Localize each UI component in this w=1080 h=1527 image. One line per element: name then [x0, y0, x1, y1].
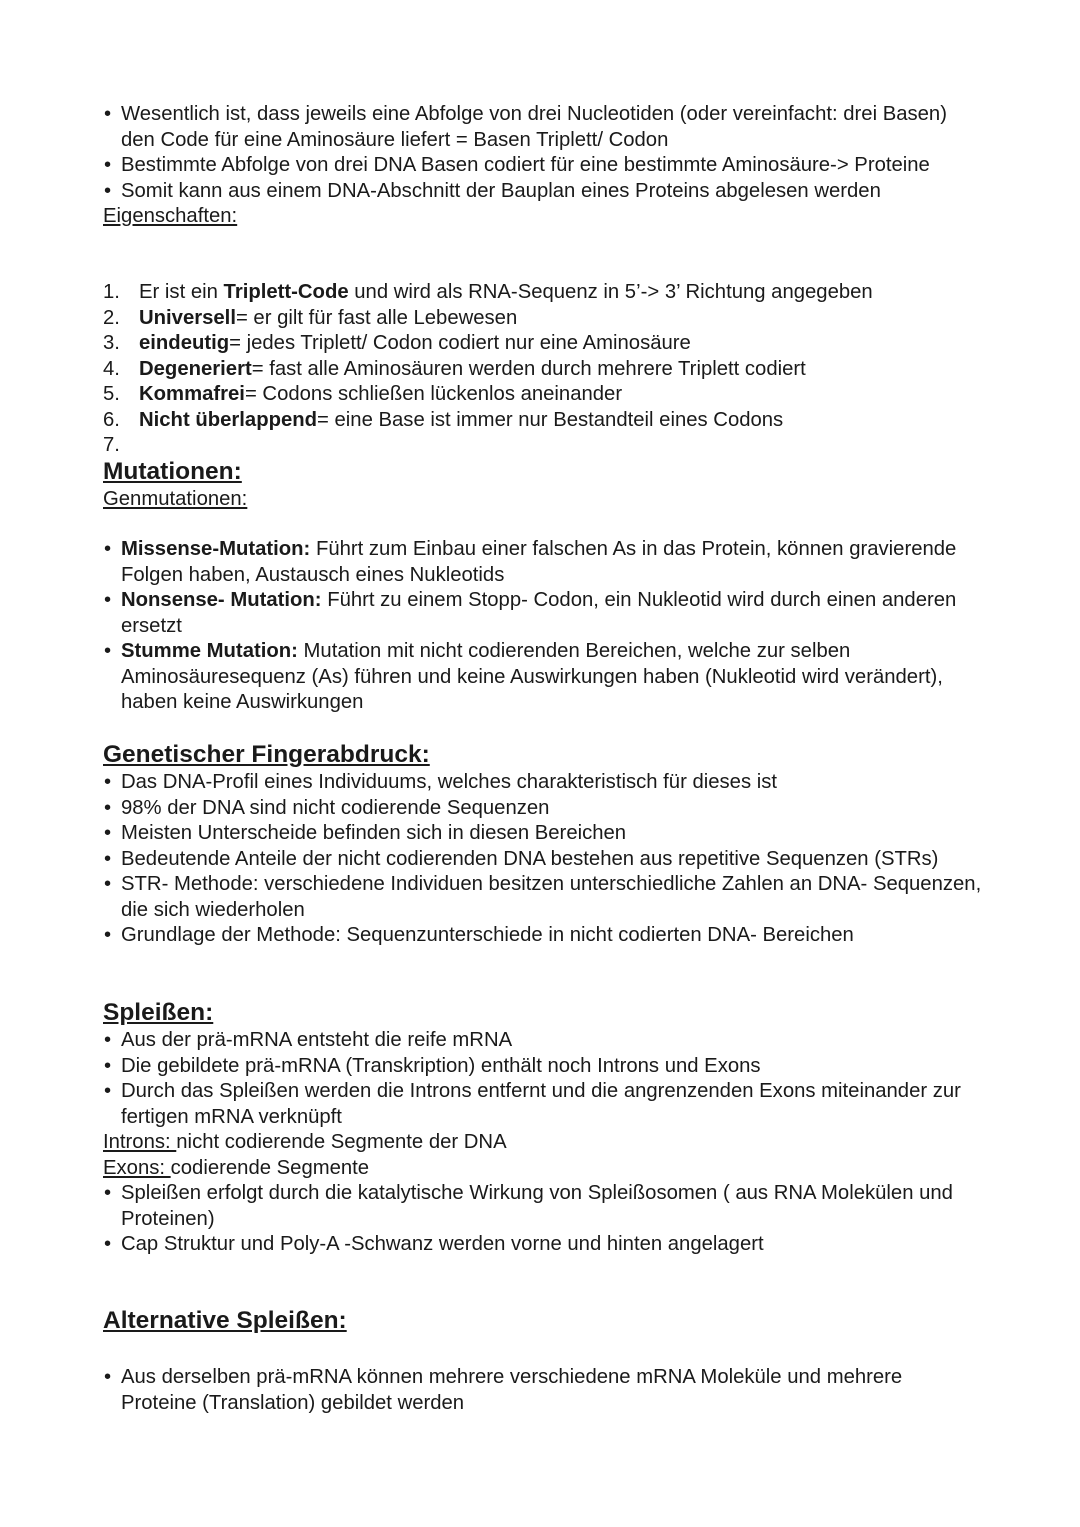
- list-item: • Meisten Unterscheide befinden sich in diesen Bereichen: [103, 821, 983, 847]
- mutationen-section: [103, 457, 983, 513]
- introns-definition: [103, 1130, 983, 1156]
- list-item: [103, 433, 983, 459]
- item-term: Nonsense- Mutation:: [121, 589, 322, 611]
- eigenschaften-list: [103, 280, 983, 459]
- spleissen-section: [103, 998, 983, 1258]
- list-item: [103, 537, 983, 588]
- item-number: 5.: [103, 383, 120, 405]
- item-term: Stumme Mutation:: [121, 640, 298, 662]
- item-term: eindeutig: [139, 332, 230, 354]
- list-item: • Wesentlich ist, dass jeweils eine Abfolge von drei Nucleotiden (oder vereinfacht: drei Basen) den Code für eine Aminosäure liefert = Basen Triplett/ Codon: [103, 102, 983, 153]
- item-term: Nicht überlappend: [139, 408, 318, 431]
- item-text: Führt zu einem Stopp- Codon, ein Nukleotid wird durch einen anderen ersetzt: [121, 589, 957, 637]
- item-number: 1.: [103, 281, 120, 303]
- list-item: • Spleißen erfolgt durch die katalytische Wirkung von Spleißosomen ( aus RNA Molekülen und Proteinen): [103, 1181, 983, 1232]
- alternative-list: [103, 1365, 983, 1416]
- item-text: = fast alle Aminosäuren werden durch mehrere Triplett codiert: [251, 357, 806, 380]
- list-item: • Das DNA-Profil eines Individuums, welches charakteristisch für dieses ist: [103, 770, 983, 796]
- list-item: [103, 306, 983, 332]
- section-heading: Mutationen:: [103, 458, 242, 485]
- item-text: und wird als RNA-Sequenz in 5’-> 3’ Richtung angegeben: [348, 281, 873, 303]
- introns-text: nicht codierende Segmente der DNA: [176, 1131, 507, 1153]
- section-heading: Spleißen:: [103, 999, 214, 1026]
- list-item: [103, 588, 983, 639]
- subheading: Genmutationen:: [103, 488, 248, 510]
- eigenschaften-label: Eigenschaften:: [103, 205, 238, 227]
- list-item: • Durch das Spleißen werden die Introns entfernt und die angrenzenden Exons miteinander zur fertigen mRNA verknüpft: [103, 1079, 983, 1130]
- list-item: • Bedeutende Anteile der nicht codierenden DNA bestehen aus repetitive Sequenzen (STRs): [103, 847, 983, 873]
- list-item: [103, 382, 983, 408]
- item-number: 6.: [103, 408, 120, 431]
- list-item: • Bestimmte Abfolge von drei DNA Basen codiert für eine bestimmte Aminosäure-> Proteine: [103, 153, 983, 179]
- exons-definition: [103, 1156, 983, 1182]
- fingerabdruck-section: [103, 740, 983, 949]
- exons-label: Exons:: [103, 1156, 171, 1179]
- list-item: [103, 331, 983, 357]
- item-number: 4.: [103, 357, 120, 380]
- list-item: [103, 357, 983, 383]
- intro-bullet-list: [103, 102, 983, 204]
- list-item: • Aus derselben prä-mRNA können mehrere verschiedene mRNA Moleküle und mehrere Proteine (Translation) gebildet werden: [103, 1365, 983, 1416]
- item-text: = Codons schließen lückenlos aneinander: [244, 383, 623, 405]
- item-term: Universell: [139, 306, 236, 329]
- item-number: 7.: [103, 434, 120, 456]
- item-term: Triplett-Code: [223, 281, 349, 303]
- list-item: • Die gebildete prä-mRNA (Transkription) enthält noch Introns und Exons: [103, 1054, 983, 1080]
- introns-label: Introns:: [103, 1131, 177, 1153]
- item-number: 3.: [103, 332, 120, 354]
- section-heading: Alternative Spleißen:: [103, 1307, 347, 1334]
- list-item: [103, 408, 983, 434]
- item-term: Missense-Mutation:: [121, 538, 311, 560]
- list-item: [103, 639, 983, 716]
- exons-text: codierende Segmente: [170, 1156, 370, 1179]
- list-item: • Grundlage der Methode: Sequenzunterschiede in nicht codierten DNA- Bereichen: [103, 923, 983, 949]
- list-item: [103, 280, 983, 306]
- alternative-section: [103, 1306, 983, 1336]
- item-text: Führt zum Einbau einer falschen As in das Protein, können gravierende Folgen haben, Austausch eines Nukleotids: [121, 538, 957, 586]
- section-heading: Genetischer Fingerabdruck:: [103, 741, 430, 768]
- item-text: Mutation mit nicht codierenden Bereichen, welche zur selben Aminosäuresequenz (As) führen und keine Auswirkungen haben (Nukleotid wird verändert), haben keine Auswirkungen: [121, 640, 943, 713]
- list-item: • Cap Struktur und Poly-A -Schwanz werden vorne und hinten angelagert: [103, 1232, 983, 1258]
- list-item: • Somit kann aus einem DNA-Abschnitt der Bauplan eines Proteins abgelesen werden: [103, 179, 983, 205]
- item-text: = eine Base ist immer nur Bestandteil eines Codons: [317, 408, 784, 431]
- item-term: Degeneriert: [139, 357, 252, 380]
- intro-section: [103, 102, 983, 230]
- item-text: = jedes Triplett/ Codon codiert nur eine Aminosäure: [229, 332, 691, 354]
- list-item: • STR- Methode: verschiedene Individuen besitzen unterschiedliche Zahlen an DNA- Sequenzen, die sich wiederholen: [103, 872, 983, 923]
- item-number: 2.: [103, 306, 120, 329]
- item-text: = er gilt für fast alle Lebewesen: [235, 306, 518, 329]
- list-item: • 98% der DNA sind nicht codierende Sequenzen: [103, 796, 983, 822]
- item-term: Kommafrei: [139, 383, 245, 405]
- list-item: • Aus der prä-mRNA entsteht die reife mRNA: [103, 1028, 983, 1054]
- mutationen-list: [103, 537, 983, 716]
- item-text: Er ist ein: [139, 281, 224, 303]
